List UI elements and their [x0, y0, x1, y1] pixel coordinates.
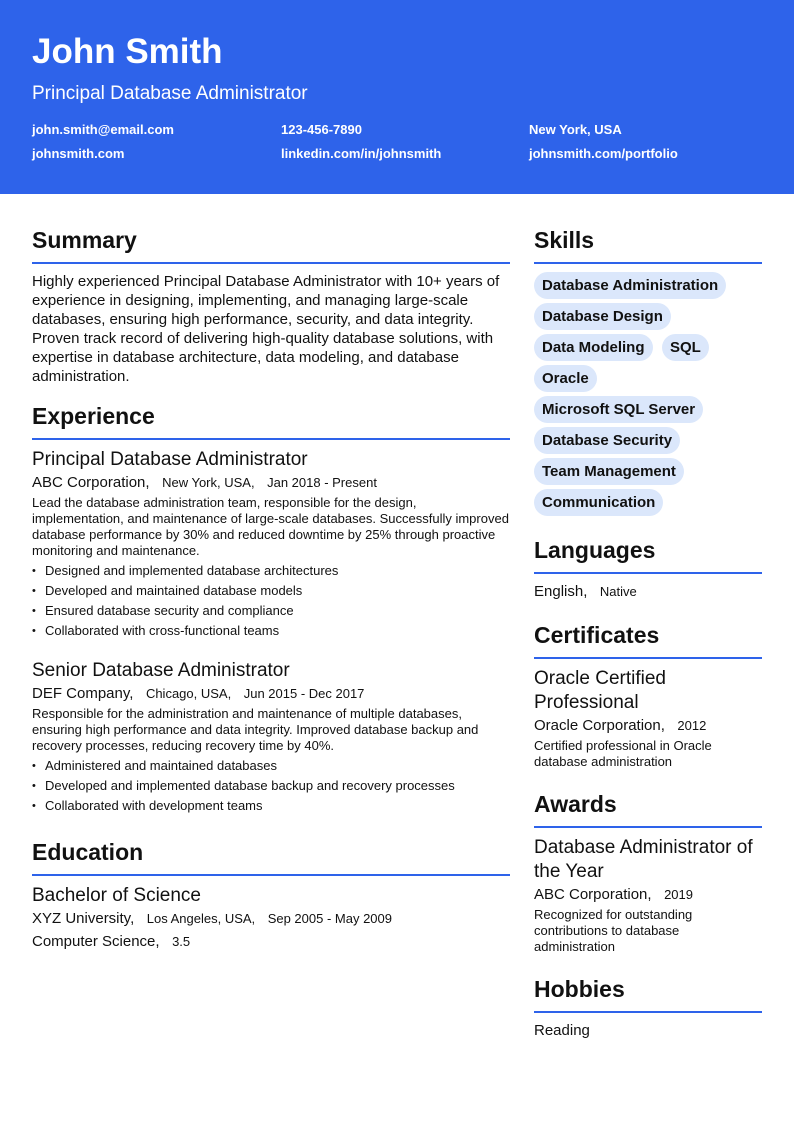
skill-chip: Microsoft SQL Server: [534, 396, 703, 423]
education-meta: [32, 909, 510, 929]
job-company: DEF Company,: [32, 685, 134, 702]
job-meta: [32, 473, 510, 493]
job-bullet: • Developed and maintained database models: [32, 581, 510, 601]
certificate-title: Oracle Certified Professional: [534, 668, 666, 713]
awards-divider: [534, 826, 762, 828]
skill-chip: Data Modeling: [534, 334, 653, 361]
education-divider: [32, 874, 510, 876]
job-bullet: • Collaborated with cross-functional teams: [32, 621, 510, 641]
certificate-entry: [534, 667, 762, 770]
language-name: English,: [534, 583, 588, 600]
job-dates: Jun 2015 - Dec 2017: [243, 686, 365, 701]
award-year: 2019: [664, 887, 693, 902]
job-bullet: • Ensured database security and compliance: [32, 601, 510, 621]
awards-heading: Awards: [534, 791, 617, 817]
hobby-item: Reading: [534, 1022, 590, 1039]
job-title: Principal Database Administrator: [32, 449, 308, 470]
summary-divider: [32, 262, 510, 264]
award-title: Database Administrator of the Year: [534, 837, 753, 882]
skill-chip: Oracle: [534, 365, 597, 392]
job-description: Lead the database administration team, responsible for the design, implementation, and maintenance of large-scale databases. Successfully improved database performance by 30% and reduced downtime by 25% through proactive monitoring and maintenance.: [32, 495, 509, 558]
hobbies-heading: Hobbies: [534, 976, 625, 1002]
hobbies-divider: [534, 1011, 762, 1013]
contact-linkedin[interactable]: linkedin.com/in/johnsmith: [281, 146, 442, 161]
contact-phone[interactable]: 123-456-7890: [281, 122, 362, 137]
candidate-name: John Smith: [32, 32, 223, 71]
summary-text: Highly experienced Principal Database Administrator with 10+ years of experience in designing, implementing, and managing large-scale databases, ensuring high performance, security, and data integrity. Proven track record of delivering high-quality database solutions, with expertise in database architecture, data modeling, and database administration.: [32, 273, 500, 385]
certificates-heading: Certificates: [534, 622, 660, 648]
field-of-study: Computer Science,: [32, 933, 160, 950]
job-entry: [32, 659, 510, 816]
job-bullets: [32, 756, 510, 816]
job-company: ABC Corporation,: [32, 474, 150, 491]
skill-chip: Database Administration: [534, 272, 726, 299]
education-heading: Education: [32, 839, 144, 865]
certificate-description: Certified professional in Oracle database administration: [534, 738, 712, 769]
job-entry: [32, 448, 510, 641]
certificate-meta: [534, 716, 762, 736]
experience-divider: [32, 438, 510, 440]
gpa: 3.5: [172, 934, 191, 949]
skill-chip: Communication: [534, 489, 663, 516]
certificate-issuer: Oracle Corporation,: [534, 717, 665, 734]
job-meta: [32, 684, 510, 704]
job-bullets: [32, 561, 510, 641]
job-location: Chicago, USA,: [145, 686, 232, 701]
skills-divider: [534, 262, 762, 264]
contact-email[interactable]: john.smith@email.com: [32, 122, 174, 137]
contact-location: New York, USA: [529, 122, 622, 137]
summary-heading: Summary: [32, 227, 137, 253]
education-field-row: [32, 932, 510, 952]
education-entry: [32, 884, 510, 952]
job-description: Responsible for the administration and maintenance of multiple databases, ensuring high performance and data integrity. Improved database backup and recovery processes, reducing recovery time by 40%.: [32, 706, 479, 753]
language-level: Native: [599, 584, 637, 599]
job-dates: Jan 2018 - Present: [267, 475, 377, 490]
experience-heading: Experience: [32, 403, 155, 429]
award-issuer: ABC Corporation,: [534, 886, 652, 903]
resume-header: [0, 0, 794, 194]
certificates-divider: [534, 657, 762, 659]
job-location: New York, USA,: [162, 475, 255, 490]
skills-heading: Skills: [534, 227, 595, 253]
languages-heading: Languages: [534, 537, 656, 563]
award-description: Recognized for outstanding contributions to database administration: [534, 907, 693, 954]
award-meta: [534, 885, 762, 905]
award-entry: [534, 836, 762, 955]
school-location: Los Angeles, USA,: [146, 911, 256, 926]
certificate-year: 2012: [677, 718, 707, 733]
job-bullet: • Designed and implemented database architectures: [32, 561, 510, 581]
contact-website[interactable]: johnsmith.com: [32, 146, 125, 161]
languages-divider: [534, 572, 762, 574]
school: XYZ University,: [32, 910, 135, 927]
job-bullet: • Collaborated with development teams: [32, 796, 510, 816]
job-bullet: • Administered and maintained databases: [32, 756, 510, 776]
degree: Bachelor of Science: [32, 885, 201, 906]
skill-chip: Team Management: [534, 458, 684, 485]
education-dates: Sep 2005 - May 2009: [267, 911, 392, 926]
job-bullet: • Developed and implemented database backup and recovery processes: [32, 776, 510, 796]
skill-chip: Database Security: [534, 427, 680, 454]
candidate-headline: Principal Database Administrator: [32, 83, 308, 104]
skill-chip: SQL: [662, 334, 709, 361]
language-entry: [534, 582, 762, 602]
skill-chip: Database Design: [534, 303, 671, 330]
contact-portfolio[interactable]: johnsmith.com/portfolio: [529, 146, 678, 161]
job-title: Senior Database Administrator: [32, 660, 290, 681]
